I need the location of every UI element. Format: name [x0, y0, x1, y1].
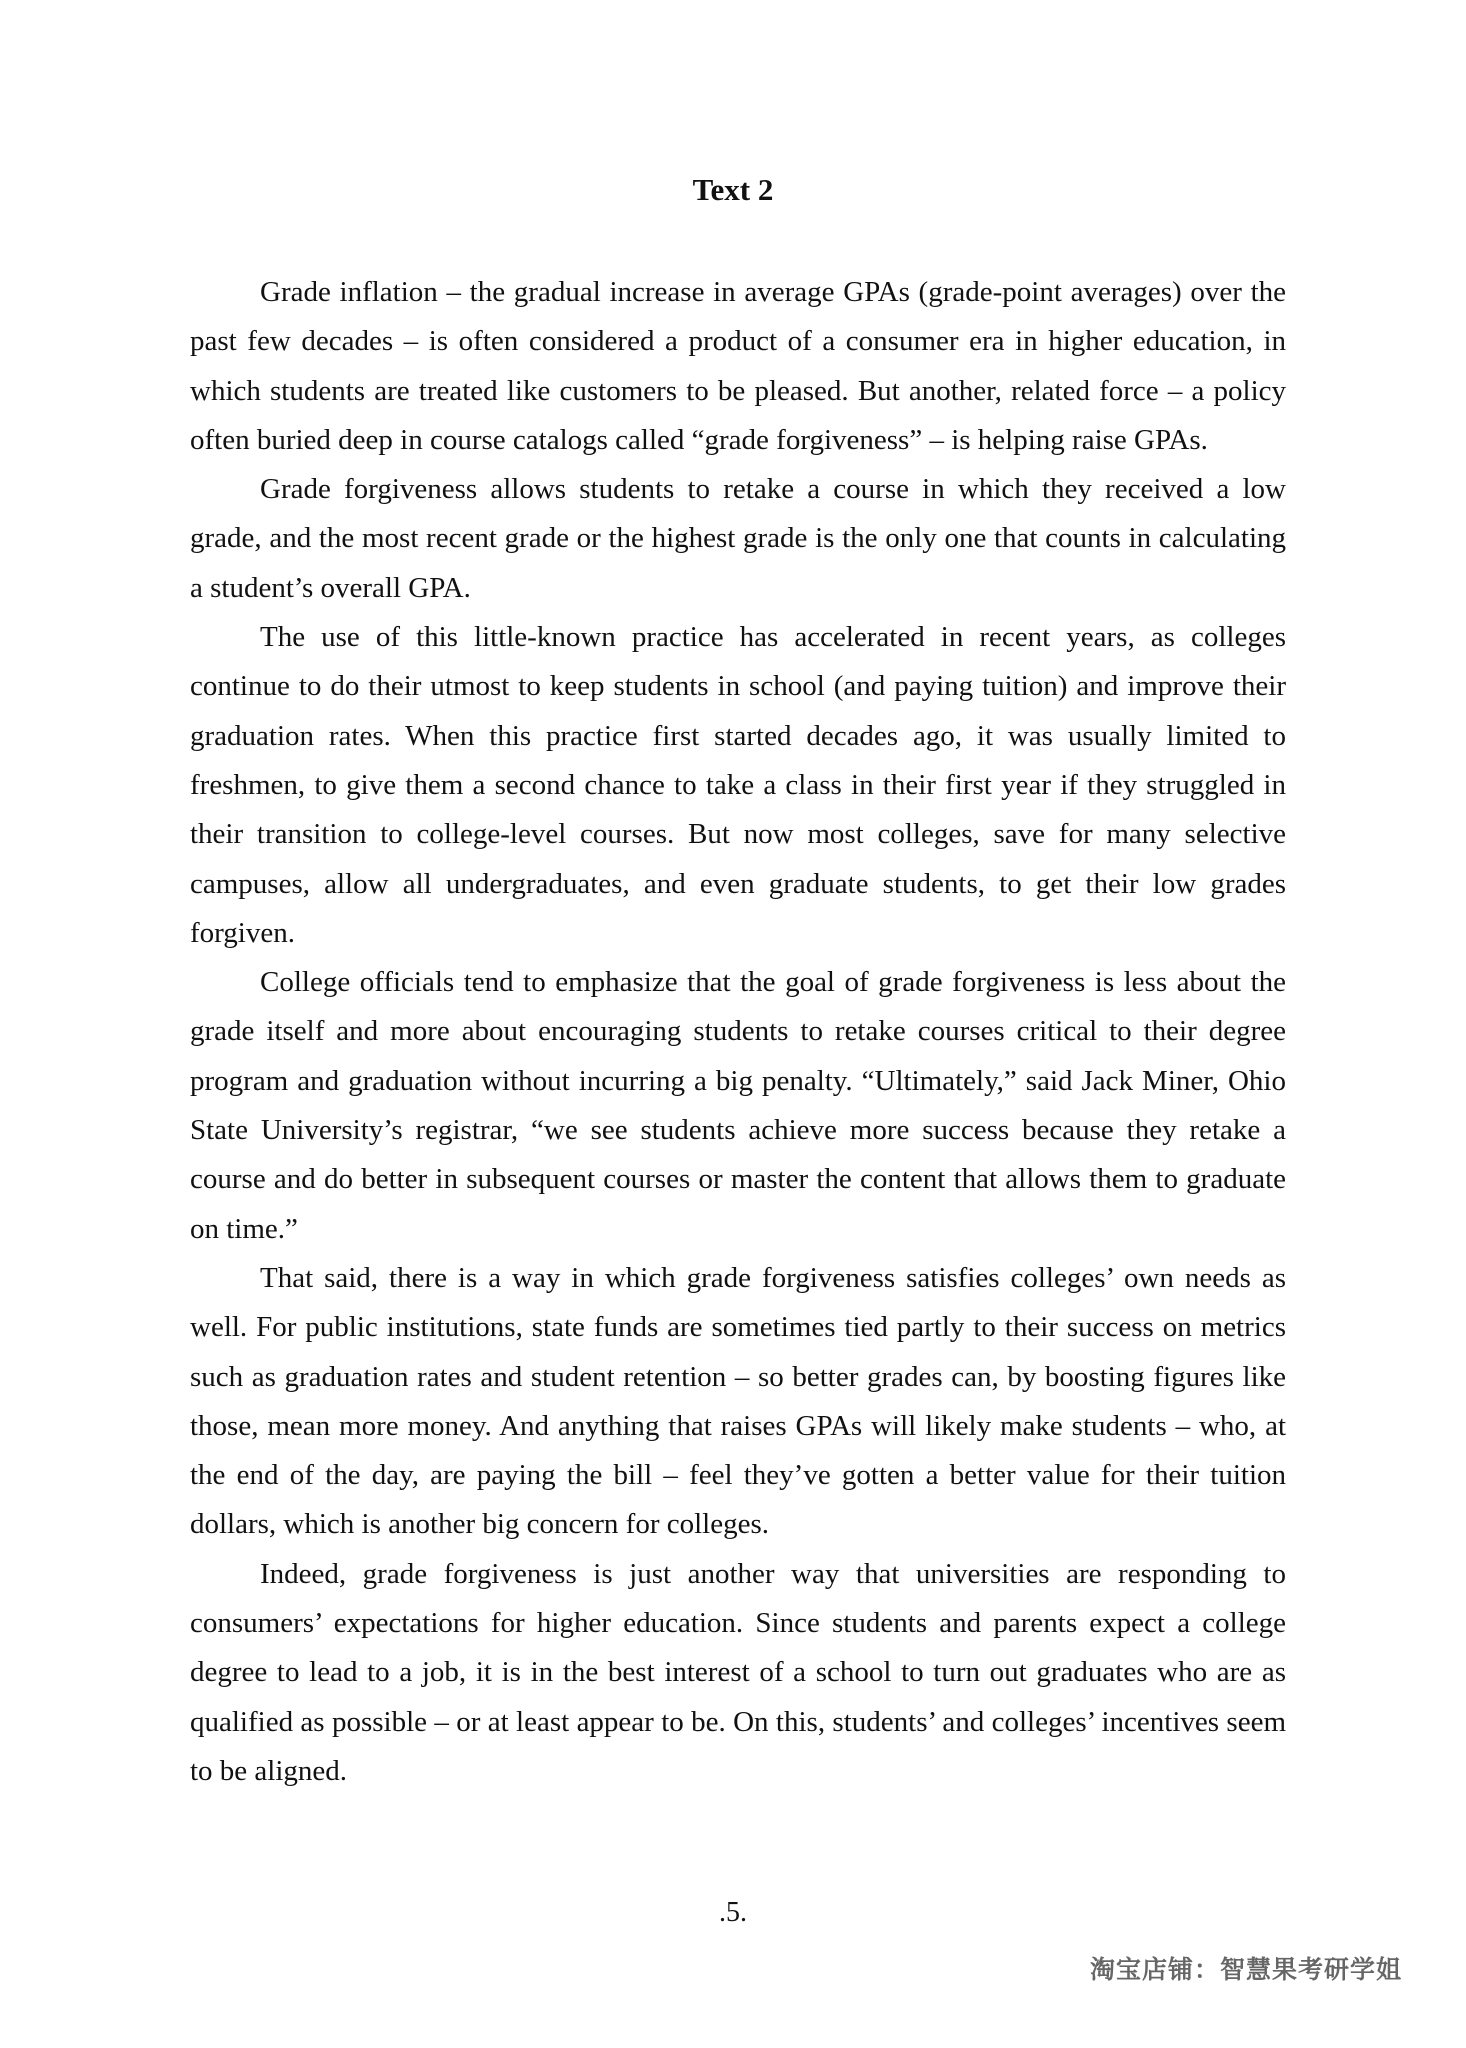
paragraph-2: Grade forgiveness allows students to retake a course in which they received a low grade, and the most recent grade or the highest grade is the only one that counts in calculating a student’s overall GPA.: [190, 473, 1286, 604]
paragraph-1: Grade inflation – the gradual increase in average GPAs (grade-point averages) over the past few decades – is often considered a product of a consumer era in higher education, in which students are treated like customers to be pleased. But another, related force – a policy often buried deep in course catalogs called “grade forgiveness” – is helping raise GPAs.: [190, 276, 1286, 456]
document-title: Text 2: [692, 172, 774, 207]
paragraph-6: Indeed, grade forgiveness is just another way that universities are responding to consumers’ expectations for higher education. Since students and parents expect a college degree to lead to a job, it is in the best interest of a school to turn out graduates who are as qualified as possible – or at least appear to be. On this, students’ and colleges’ incentives seem to be aligned.: [190, 1557, 1286, 1787]
paragraph-5: That said, there is a way in which grade forgiveness satisfies colleges’ own needs as well. For public institutions, state funds are sometimes tied partly to their success on metrics such as graduation rates and student retention – so better grades can, by boosting figures like those, mean more money. And anything that raises GPAs will likely make students – who, at the end of the day, are paying the bill – feel they’ve gotten a better value for their tuition dollars, which is another big concern for colleges.: [190, 1261, 1286, 1541]
paragraph-3: The use of this little-known practice has accelerated in recent years, as colleges continue to do their utmost to keep students in school (and paying tuition) and improve their graduation rates. When this practice first started decades ago, it was usually limited to freshmen, to give them a second chance to take a class in their first year if they struggled in their transition to college-level courses. But now most colleges, save for many selective campuses, allow all undergraduates, and even graduate students, to get their low grades forgiven.: [190, 621, 1286, 949]
paragraph-4: College officials tend to emphasize that the goal of grade forgiveness is less about the grade itself and more about encouraging students to retake courses critical to their degree program and graduation without incurring a big penalty. “Ultimately,” said Jack Miner, Ohio State University’s registrar, “we see students achieve more success because they retake a course and do better in subsequent courses or master the content that allows them to graduate on time.”: [190, 966, 1286, 1245]
page-number: .5.: [719, 1897, 747, 1928]
shop-watermark: 淘宝店铺：智慧果考研学姐: [1089, 1955, 1402, 1984]
document-body: [190, 268, 1286, 1796]
